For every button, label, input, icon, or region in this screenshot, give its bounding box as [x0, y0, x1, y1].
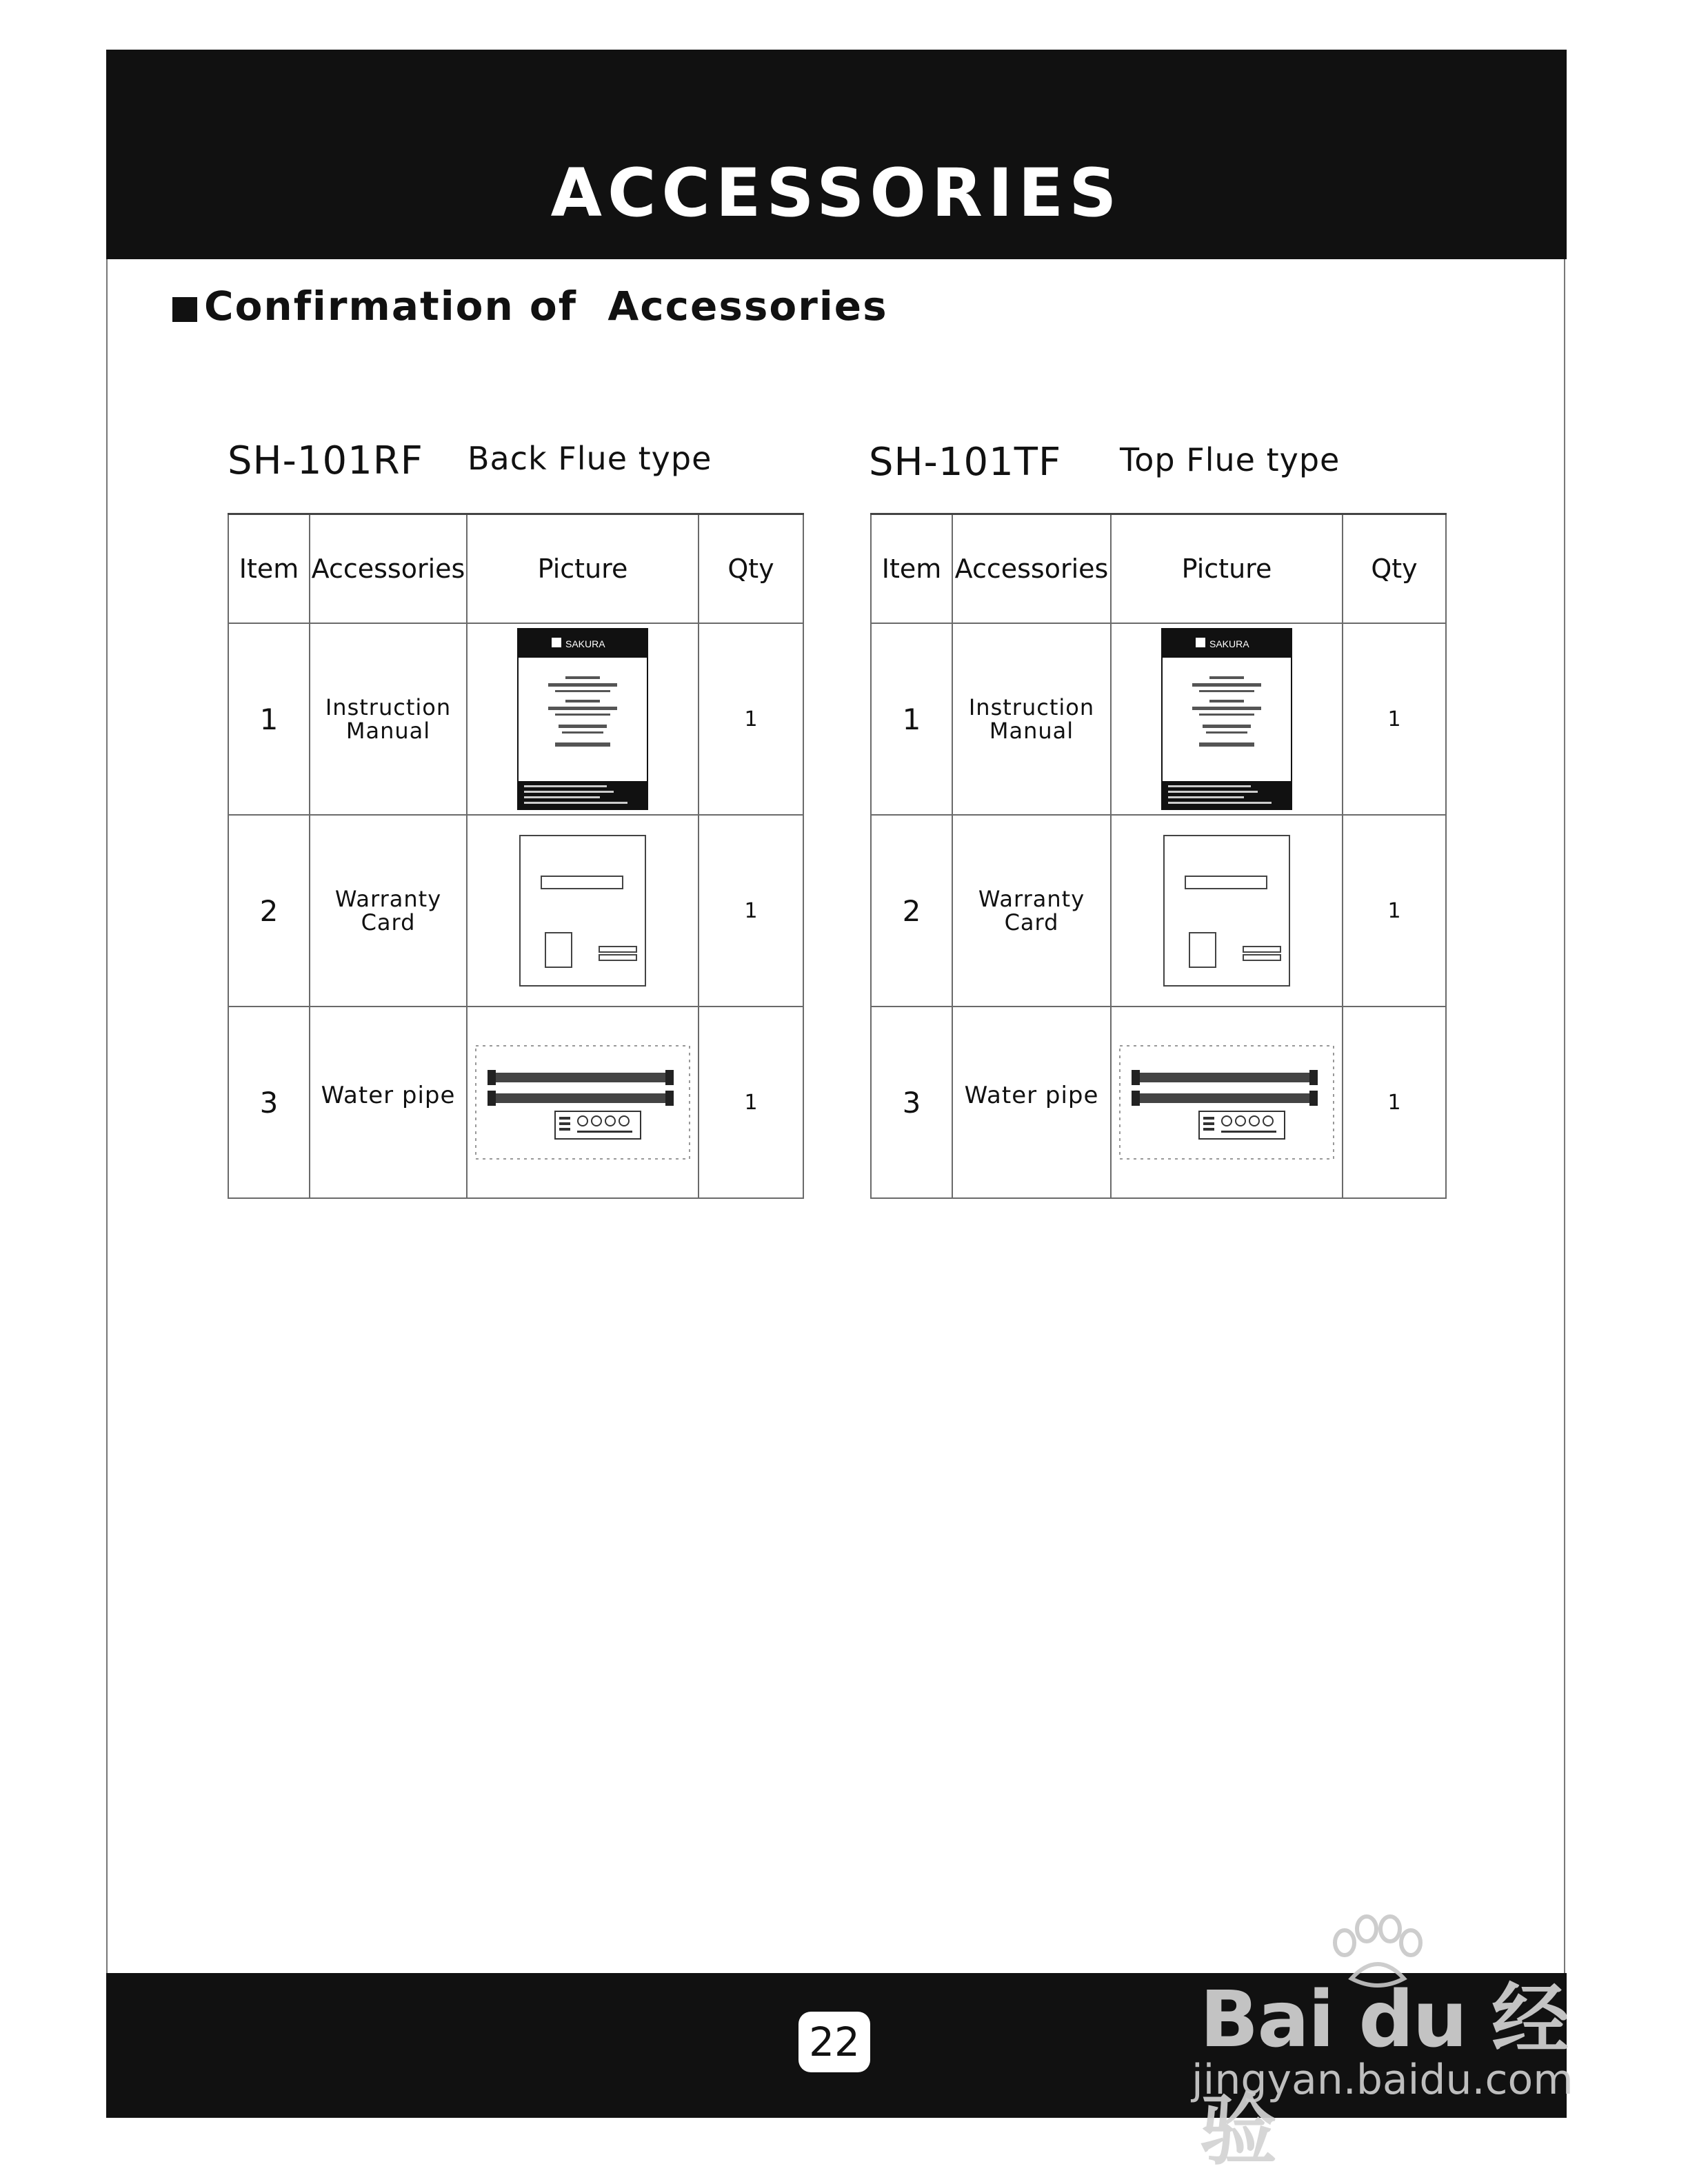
- header-qty: Qty: [699, 514, 803, 624]
- qty-value: 1: [1387, 1090, 1401, 1115]
- manual-brand-text: SAKURA: [565, 638, 605, 649]
- header-picture: Picture: [467, 514, 699, 624]
- table-row: [871, 623, 1446, 815]
- accessory-name: Instruction Manual: [968, 694, 1095, 744]
- accessory-name: Warranty Card: [978, 886, 1085, 936]
- accessory-name: Instruction Manual: [325, 694, 452, 744]
- accessory-name: Water pipe: [321, 1082, 456, 1109]
- table-header-row: [228, 514, 803, 624]
- table-row: [871, 815, 1446, 1007]
- page-number: 22: [798, 2012, 870, 2072]
- header-qty: Qty: [1343, 514, 1446, 624]
- item-number: 2: [902, 893, 921, 928]
- header-picture: Picture: [1111, 514, 1343, 624]
- water-pipe-icon: [475, 1045, 690, 1160]
- header-item: Item: [871, 514, 952, 624]
- table-row: [228, 1007, 803, 1198]
- section-title: [172, 283, 888, 330]
- item-number: 3: [259, 1085, 279, 1120]
- qty-value: 1: [1387, 707, 1401, 731]
- baidu-watermark: [1186, 1910, 1574, 2176]
- qty-value: 1: [744, 707, 758, 731]
- header-item: Item: [228, 514, 310, 624]
- table-row: [228, 815, 803, 1007]
- instruction-manual-icon: [1161, 628, 1292, 810]
- item-number: 2: [259, 893, 279, 928]
- item-number: 1: [259, 702, 279, 736]
- watermark-url: jingyan.baidu.com: [1192, 2056, 1574, 2104]
- item-number: 1: [902, 702, 921, 736]
- accessory-name: Warranty Card: [334, 886, 442, 936]
- model-code-tf: SH-101TF: [869, 440, 1062, 485]
- accessories-table-tf: [870, 513, 1447, 1199]
- square-bullet-icon: [172, 297, 197, 322]
- qty-value: 1: [744, 898, 758, 923]
- table-row: [228, 623, 803, 815]
- section-title-text: Confirmation of Accessories: [204, 283, 888, 330]
- model-type-tf: Top Flue type: [1120, 441, 1340, 478]
- item-number: 3: [902, 1085, 921, 1120]
- qty-value: 1: [1387, 898, 1401, 923]
- qty-value: 1: [744, 1090, 758, 1115]
- model-type-rf: Back Flue type: [468, 440, 712, 477]
- header-accessories: Accessories: [310, 514, 467, 624]
- warranty-card-icon: [519, 835, 646, 987]
- watermark-logo: Bai du 经验: [1200, 1975, 1568, 2176]
- warranty-card-icon: [1163, 835, 1290, 987]
- table-row: [871, 1007, 1446, 1198]
- model-code-rf: SH-101RF: [228, 438, 423, 483]
- accessories-table-rf: [228, 513, 804, 1199]
- instruction-manual-icon: [517, 628, 648, 810]
- page-title: ACCESSORIES: [550, 154, 1123, 232]
- accessory-name: Water pipe: [964, 1082, 1099, 1109]
- manual-brand-text: SAKURA: [1209, 638, 1249, 649]
- water-pipe-icon: [1119, 1045, 1334, 1160]
- table-header-row: [871, 514, 1446, 624]
- header-accessories: Accessories: [952, 514, 1111, 624]
